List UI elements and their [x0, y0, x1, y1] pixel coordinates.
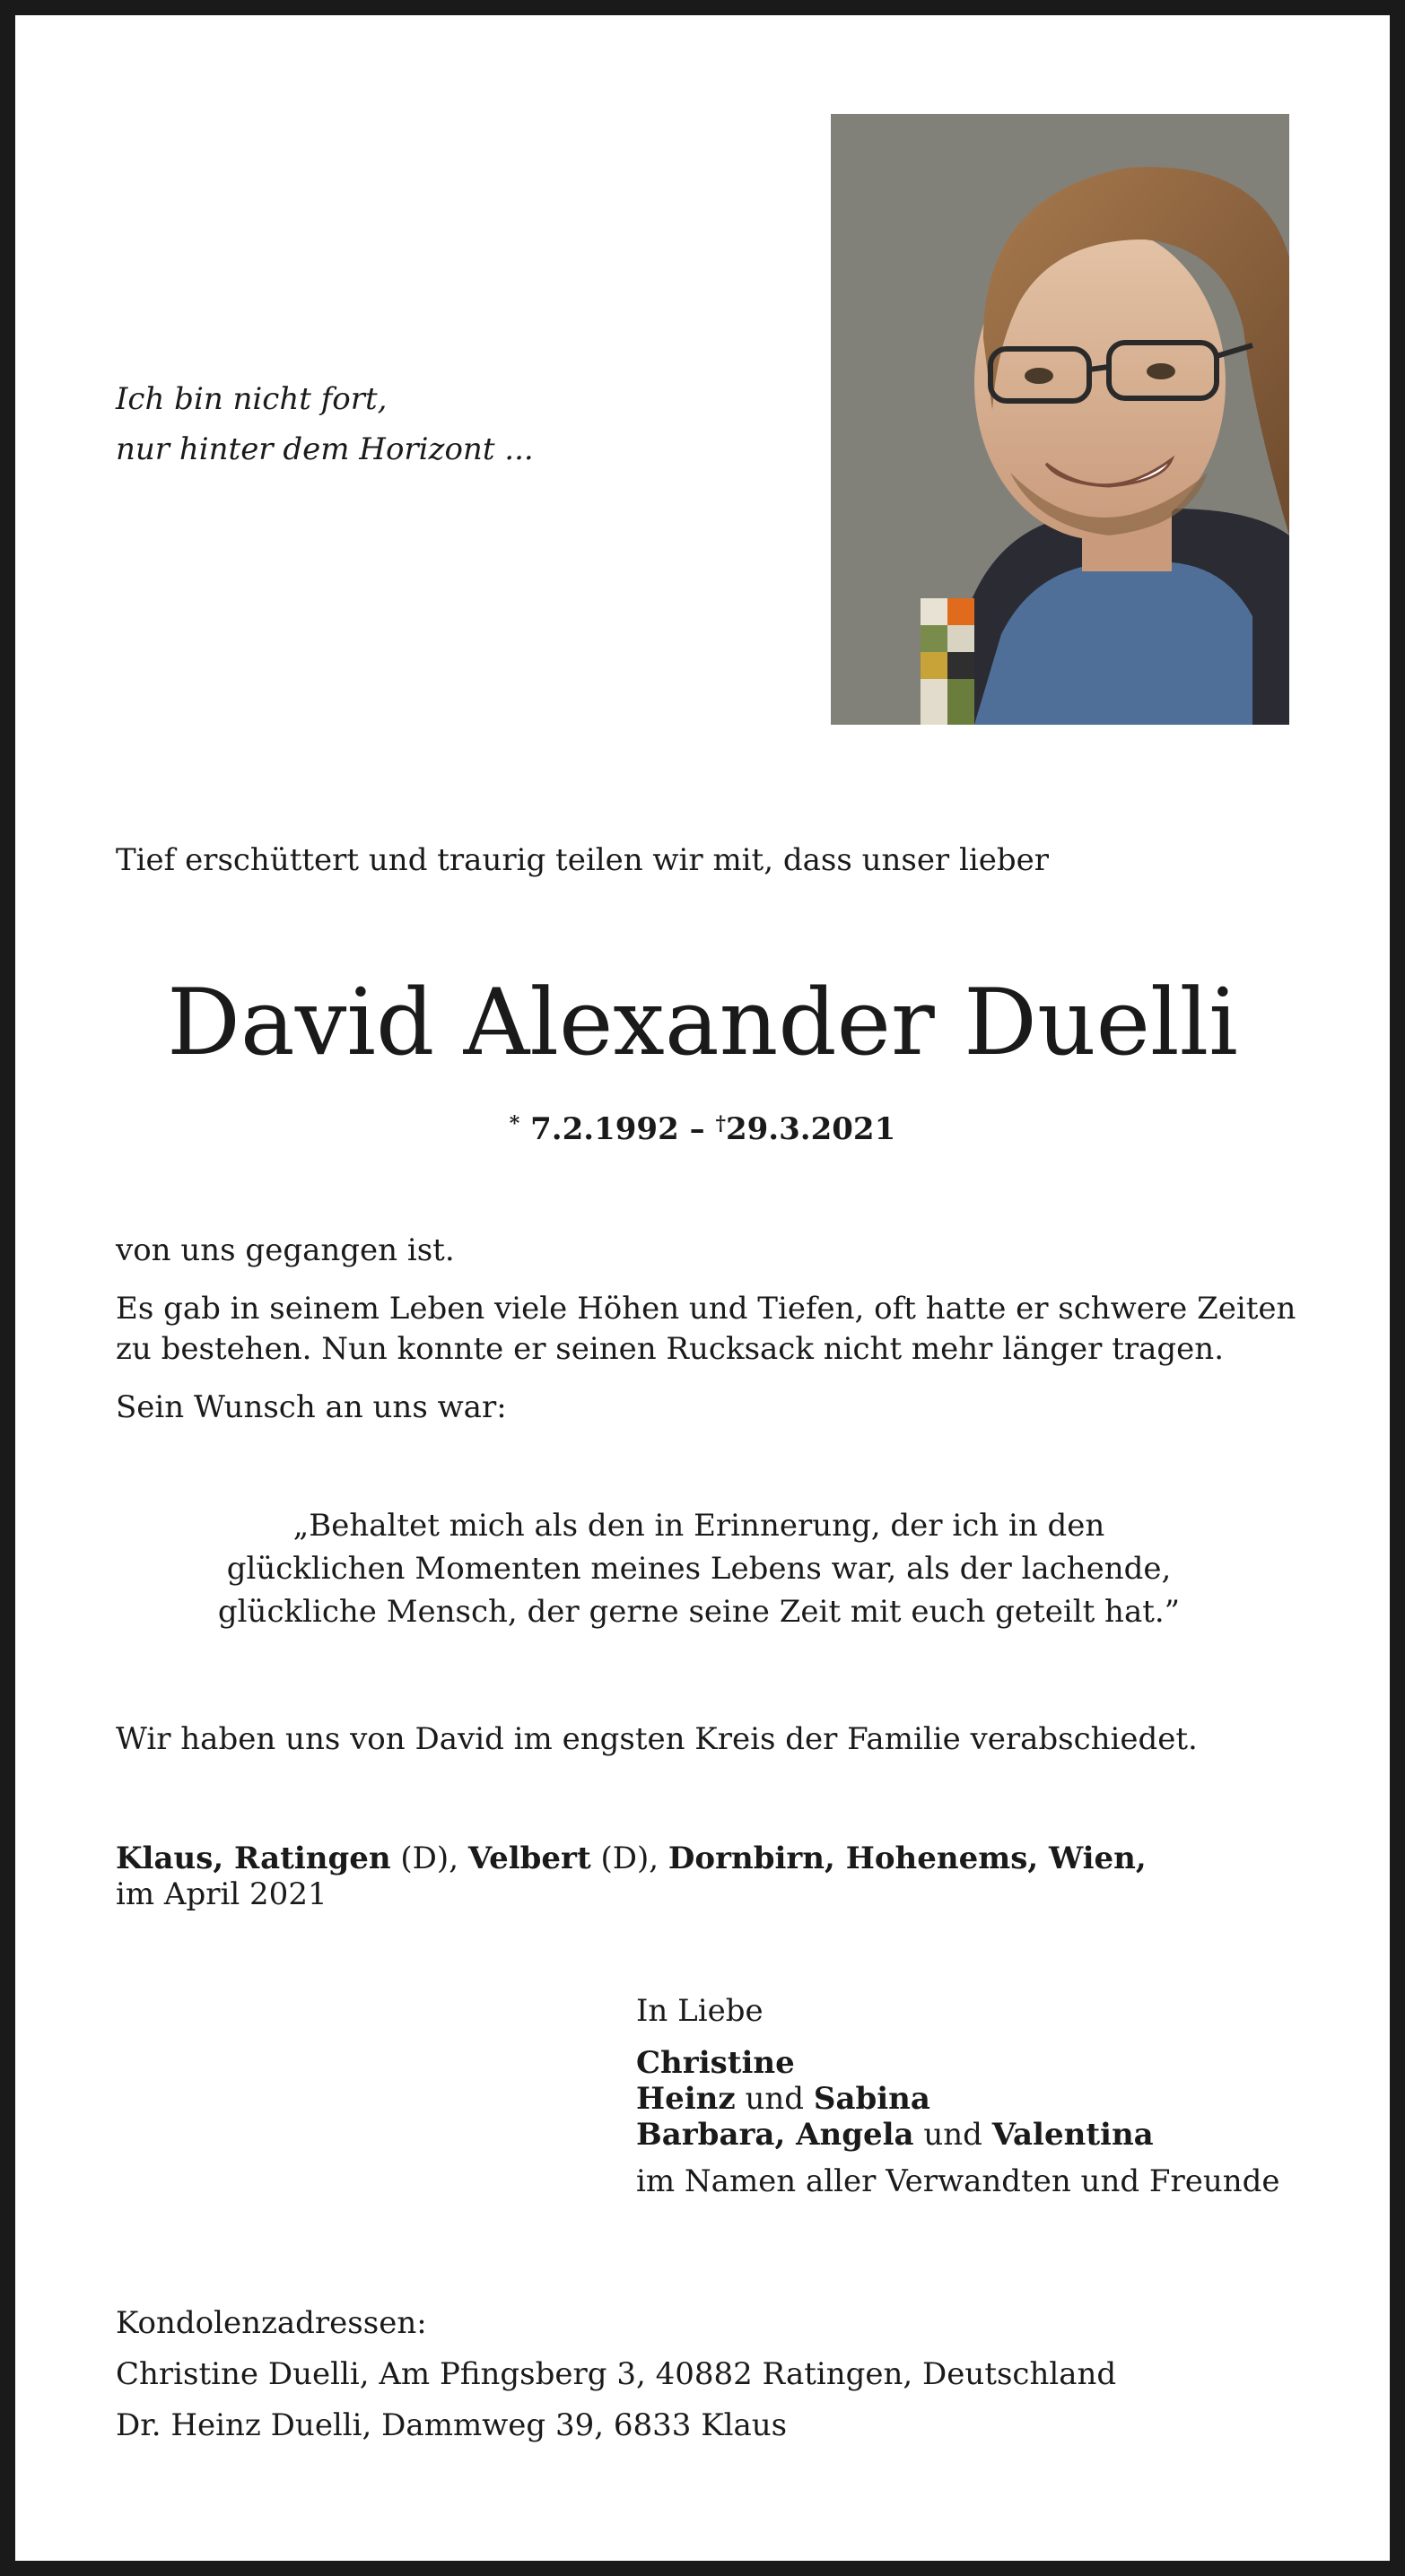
place-hohenems: Hohenems — [845, 1841, 1028, 1876]
places-and-date: Klaus, Ratingen (D), Velbert (D), Dornbirn, Hohenems, Wien, im April 2021 — [116, 1841, 1147, 1912]
life-paragraph — [116, 1289, 1309, 1370]
deceased-name: David Alexander Duelli — [167, 970, 1238, 1076]
life-paragraph-line-2: zu bestehen. Nun konnte er seinen Rucksack nicht mehr länger tragen. — [116, 1331, 1225, 1367]
farewell-text: Wir haben uns von David im engsten Kreis der Familie verabschiedet. — [116, 1721, 1198, 1757]
mourner-barbara: Barbara — [636, 2117, 775, 2153]
conjunction-2: und — [923, 2117, 982, 2153]
motto-line-2: nur hinter dem Horizont ... — [116, 431, 534, 467]
passed-away-text: von uns gegangen ist. — [116, 1232, 455, 1268]
place-wien: Wien — [1049, 1841, 1136, 1876]
mourner-heinz: Heinz — [636, 2081, 736, 2117]
mourner-angela: Angela — [796, 2117, 914, 2153]
death-mark: † — [715, 1112, 726, 1136]
life-dates — [15, 1110, 1390, 1149]
date-separator: – — [689, 1111, 705, 1147]
motto-line-1: Ich bin nicht fort, — [116, 381, 388, 417]
birth-date: 7.2.1992 — [530, 1111, 679, 1147]
quote-line-2: glücklichen Momenten meines Lebens war, als der lachende, — [226, 1551, 1172, 1587]
intro-text: Tief erschüttert und traurig teilen wir mit, dass unser lieber — [116, 842, 1050, 878]
obituary-sheet — [15, 15, 1390, 2561]
motto — [116, 374, 534, 474]
address-christine: Christine Duelli, Am Pfingsberg 3, 40882 Ratingen, Deutschland — [116, 2356, 1117, 2392]
place-velbert: Velbert — [467, 1841, 591, 1876]
mourner-christine: Christine — [636, 2045, 795, 2081]
death-date: 29.3.2021 — [725, 1111, 896, 1147]
birth-mark: * — [509, 1112, 520, 1136]
wish-quote — [116, 1504, 1282, 1633]
place-klaus: Klaus — [116, 1841, 214, 1876]
mourner-valentina: Valentina — [991, 2117, 1154, 2153]
address-heinz: Dr. Heinz Duelli, Dammweg 39, 6833 Klaus — [116, 2407, 788, 2443]
notice-date: im April 2021 — [116, 1876, 327, 1912]
quote-line-1: „Behaltet mich als den in Erinnerung, der ich in den — [292, 1508, 1105, 1544]
life-paragraph-line-1: Es gab in seinem Leben viele Höhen und Tiefen, oft hatte er schwere Zeiten — [116, 1291, 1296, 1327]
country-marker-2: (D) — [600, 1841, 650, 1876]
country-marker-1: (D) — [400, 1841, 449, 1876]
wish-intro: Sein Wunsch an uns war: — [116, 1389, 507, 1425]
conjunction-1: und — [745, 2081, 805, 2117]
mourners-signature: In Liebe Christine Heinz und Sabina Barbara, Angela und Valentina im Namen aller Verwandten und Freunde — [636, 1993, 1280, 2199]
condolence-addresses — [116, 2298, 1116, 2451]
addresses-heading: Kondolenzadressen: — [116, 2305, 427, 2341]
place-dornbirn: Dornbirn — [668, 1841, 825, 1876]
portrait-photo — [831, 114, 1289, 725]
place-ratingen: Ratingen — [234, 1841, 391, 1876]
mourner-sabina: Sabina — [813, 2081, 930, 2117]
quote-line-3: glückliche Mensch, der gerne seine Zeit mit euch geteilt hat.” — [217, 1594, 1181, 1630]
signature-intro: In Liebe — [636, 1993, 764, 2029]
signature-closing: im Namen aller Verwandten und Freunde — [636, 2163, 1280, 2199]
